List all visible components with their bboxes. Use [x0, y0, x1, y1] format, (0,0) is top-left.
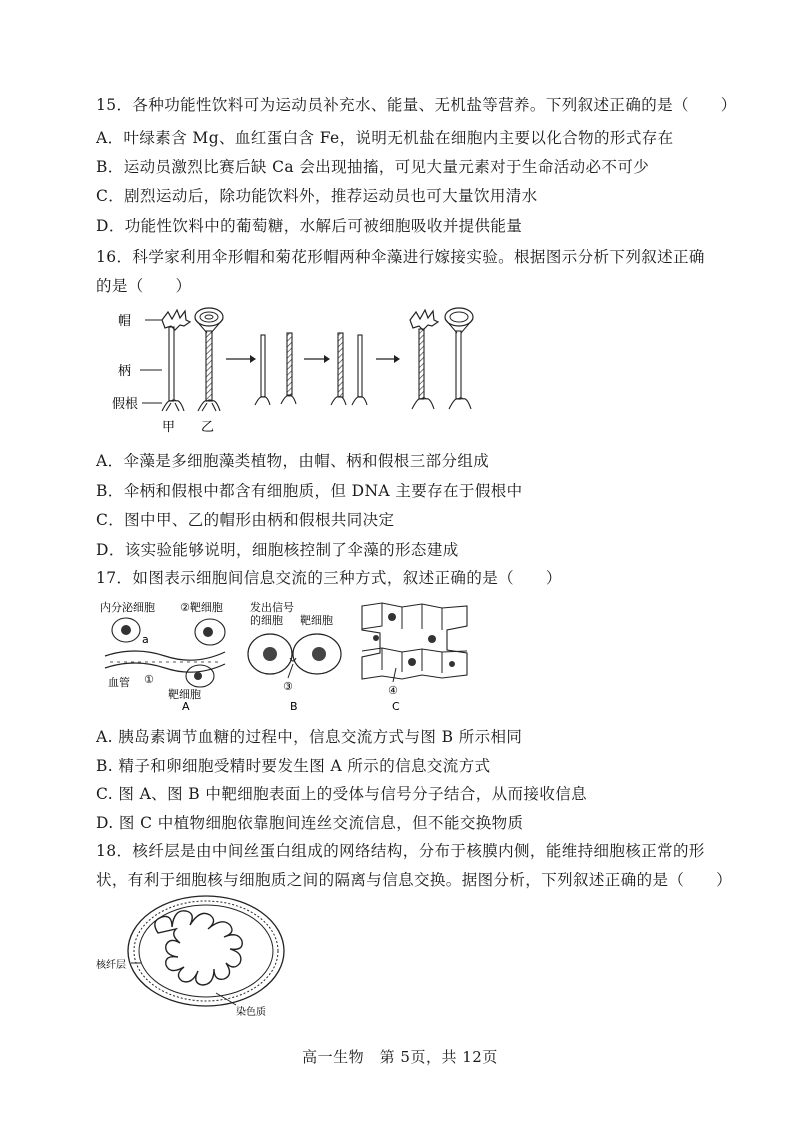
label-vessel: 血管 [108, 676, 130, 689]
chromatin-fiber [155, 911, 242, 985]
label-stalk: 柄 [118, 364, 132, 379]
nuclear-lamina-figure [96, 893, 296, 1023]
cell-communication-figure [100, 598, 490, 713]
label-circle-1: ① [144, 673, 154, 686]
label-jia: 甲 [162, 420, 176, 435]
q15-option-a: A．叶绿素含 Mg、血红蛋白含 Fe，说明无机盐在细胞内主要以化合物的形式存在 [96, 129, 674, 147]
q16-stem-line1: 16．科学家利用伞形帽和菊花形帽两种伞藻进行嫁接实验。根据图示分析下列叙述正确 [96, 248, 705, 266]
label-fig-a: A [182, 700, 190, 713]
yi-alga [195, 308, 223, 411]
q15-option-c: C．剧烈运动后，除功能饮料外，推荐运动员也可大量饮用清水 [96, 187, 538, 205]
q16-option-a: A．伞藻是多细胞藻类植物，由帽、柄和假根三部分组成 [96, 452, 490, 470]
nucleus-envelope [128, 896, 284, 1006]
label-fig-b: B [290, 700, 298, 713]
label-yi: 乙 [201, 420, 215, 435]
q17-option-d: D. 图 C 中植物细胞依靠胞间连丝交流信息，但不能交换物质 [96, 814, 524, 832]
q16-option-c: C．图中甲、乙的帽形由柄和假根共同决定 [96, 511, 395, 529]
label-rhizoid: 假根 [112, 397, 139, 412]
q18-stem-line2: 状，有利于细胞核与细胞质之间的隔离与信息交换。据图分析，下列叙述正确的是（ ） [96, 871, 733, 889]
page-footer: 高一生物 第 5页，共 12页 [302, 1048, 498, 1066]
plant-cells [362, 603, 467, 679]
q17-stem: 17．如图表示细胞间信息交流的三种方式，叙述正确的是（ ） [96, 569, 562, 587]
label-target-cell-3: 靶细胞 [300, 614, 333, 627]
label-cap: 帽 [118, 314, 132, 329]
label-chromatin: 染色质 [236, 1007, 266, 1018]
label-signal-cell-2: 的细胞 [250, 614, 283, 627]
label-target-cell-2: 靶细胞 [168, 688, 201, 701]
q16-option-d: D．该实验能够说明，细胞核控制了伞藻的形态建成 [96, 541, 459, 559]
q16-stem-line2: 的是（ ） [96, 277, 192, 295]
label-fig-c: C [392, 700, 400, 713]
q15-option-d: D．功能性饮料中的葡萄糖，水解后可被细胞吸收并提供能量 [96, 217, 523, 235]
label-circle-4: ④ [388, 684, 398, 697]
q15-stem: 15．各种功能性饮料可为运动员补充水、能量、无机盐等营养。下列叙述正确的是（ ） [96, 96, 737, 114]
label-endocrine-cell: 内分泌细胞 [100, 601, 155, 614]
q17-option-c: C. 图 A、图 B 中靶细胞表面上的受体与信号分子结合，从而接收信息 [96, 785, 588, 803]
jia-alga [162, 310, 190, 411]
label-target-cell-1: ②靶细胞 [180, 601, 223, 614]
q17-option-b: B. 精子和卵细胞受精时要发生图 A 所示的信息交流方式 [96, 757, 491, 775]
label-circle-3: ③ [283, 680, 293, 693]
acetabularia-grafting-figure [110, 303, 510, 438]
label-a: a [142, 633, 149, 646]
label-signal-cell-1: 发出信号 [250, 601, 294, 614]
q15-option-b: B．运动员激烈比赛后缺 Ca 会出现抽搐，可见大量元素对于生命活动必不可少 [96, 158, 650, 176]
q16-option-b: B．伞柄和假根中都含有细胞质，但 DNA 主要存在于假根中 [96, 482, 523, 500]
label-nuclear-lamina: 核纤层 [96, 960, 126, 971]
q18-stem-line1: 18．核纤层是由中间丝蛋白组成的网络结构，分布于核膜内侧，能维持细胞核正常的形 [96, 842, 705, 860]
q17-option-a: A. 胰岛素调节血糖的过程中，信息交流方式与图 B 所示相同 [96, 728, 523, 746]
